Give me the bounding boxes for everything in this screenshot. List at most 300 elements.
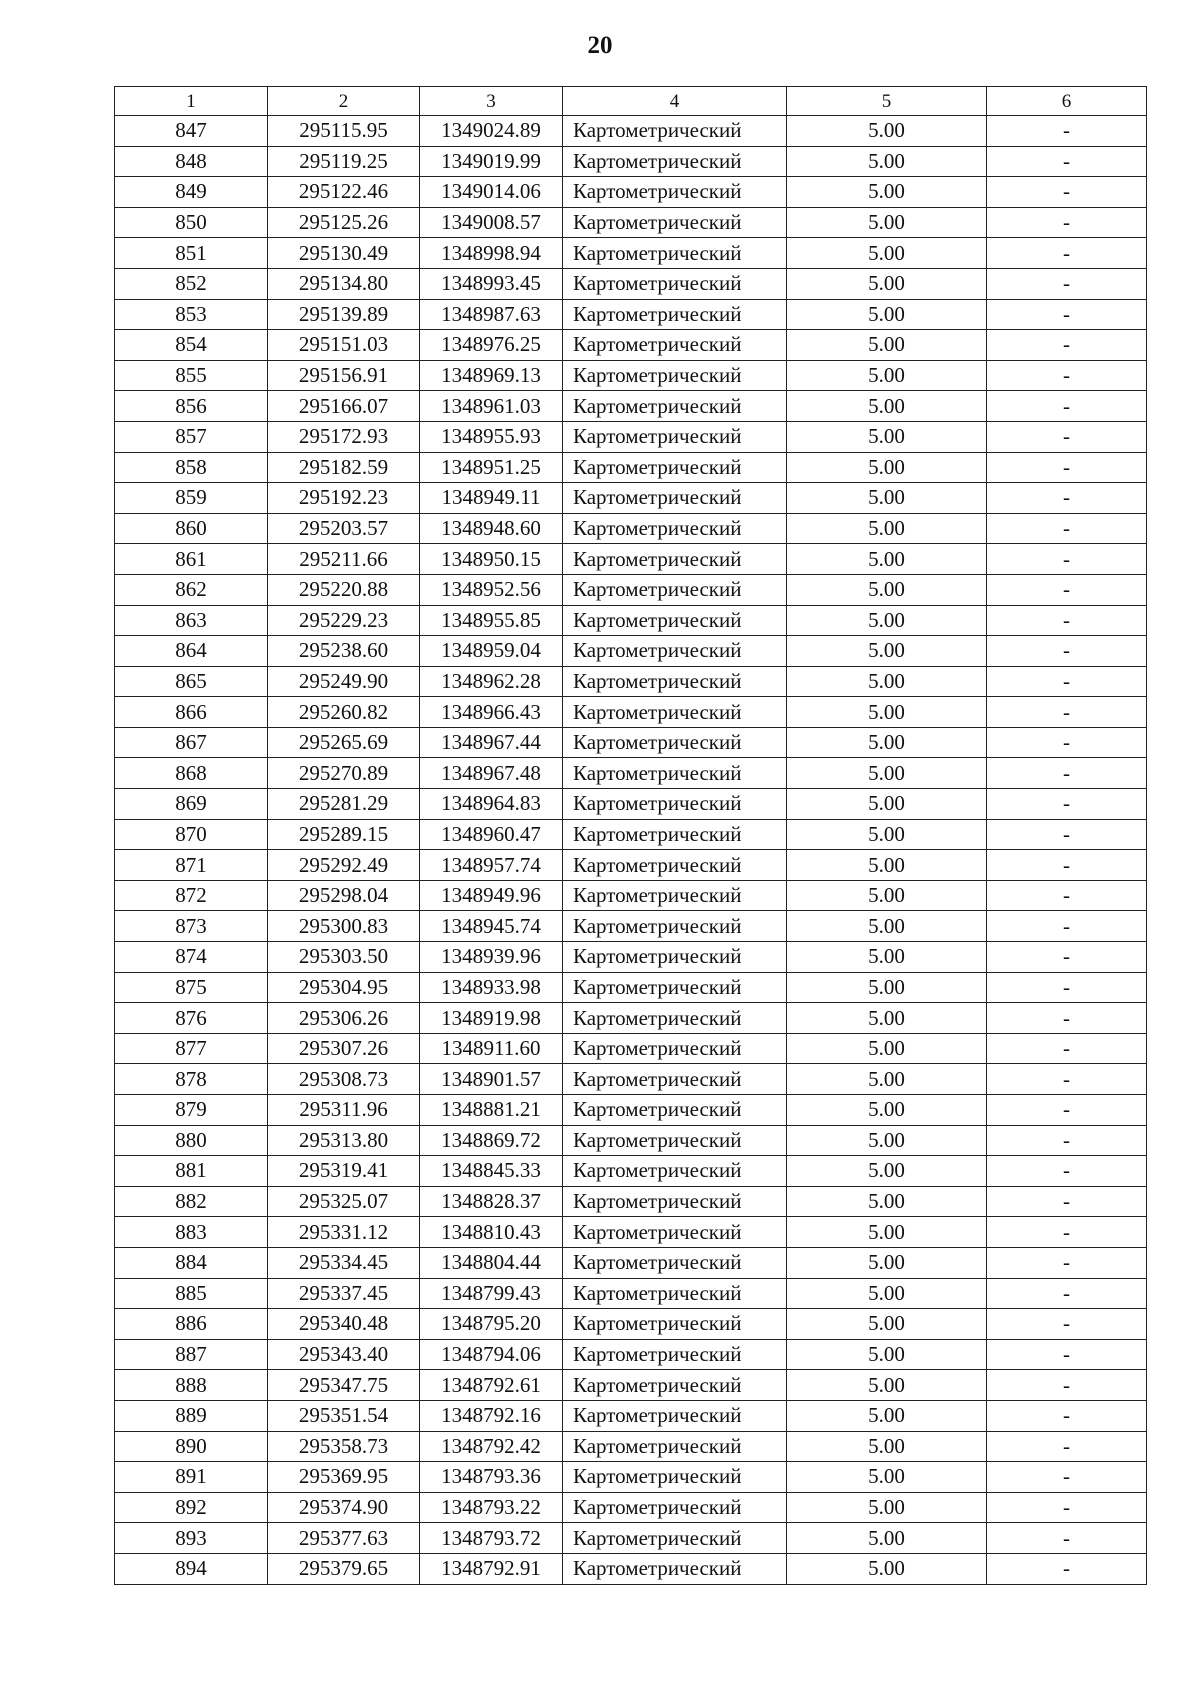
accuracy-cell: 5.00 — [787, 299, 987, 330]
point-number-cell: 861 — [115, 544, 268, 575]
note-cell: - — [987, 1156, 1147, 1187]
accuracy-cell: 5.00 — [787, 1095, 987, 1126]
method-cell: Картометрический — [563, 1339, 787, 1370]
point-number-cell: 879 — [115, 1095, 268, 1126]
x-coordinate-cell: 295249.90 — [268, 666, 420, 697]
accuracy-cell: 5.00 — [787, 1125, 987, 1156]
note-cell: - — [987, 1309, 1147, 1340]
accuracy-cell: 5.00 — [787, 942, 987, 973]
method-cell: Картометрический — [563, 544, 787, 575]
point-number-cell: 851 — [115, 238, 268, 269]
y-coordinate-cell: 1349014.06 — [420, 177, 563, 208]
y-coordinate-cell: 1348810.43 — [420, 1217, 563, 1248]
x-coordinate-cell: 295270.89 — [268, 758, 420, 789]
accuracy-cell: 5.00 — [787, 1553, 987, 1584]
method-cell: Картометрический — [563, 452, 787, 483]
note-cell: - — [987, 452, 1147, 483]
header-cell-5: 5 — [787, 87, 987, 116]
y-coordinate-cell: 1348949.96 — [420, 880, 563, 911]
note-cell: - — [987, 697, 1147, 728]
point-number-cell: 894 — [115, 1553, 268, 1584]
y-coordinate-cell: 1348948.60 — [420, 513, 563, 544]
note-cell: - — [987, 1523, 1147, 1554]
x-coordinate-cell: 295358.73 — [268, 1431, 420, 1462]
note-cell: - — [987, 1247, 1147, 1278]
accuracy-cell: 5.00 — [787, 1278, 987, 1309]
point-number-cell: 865 — [115, 666, 268, 697]
note-cell: - — [987, 819, 1147, 850]
accuracy-cell: 5.00 — [787, 1217, 987, 1248]
method-cell: Картометрический — [563, 1247, 787, 1278]
accuracy-cell: 5.00 — [787, 1370, 987, 1401]
table-row — [115, 1033, 1147, 1064]
note-cell: - — [987, 116, 1147, 147]
accuracy-cell: 5.00 — [787, 544, 987, 575]
point-number-cell: 859 — [115, 483, 268, 514]
x-coordinate-cell: 295156.91 — [268, 360, 420, 391]
x-coordinate-cell: 295325.07 — [268, 1186, 420, 1217]
point-number-cell: 881 — [115, 1156, 268, 1187]
x-coordinate-cell: 295192.23 — [268, 483, 420, 514]
method-cell: Картометрический — [563, 850, 787, 881]
y-coordinate-cell: 1348792.91 — [420, 1553, 563, 1584]
point-number-cell: 886 — [115, 1309, 268, 1340]
point-number-cell: 853 — [115, 299, 268, 330]
y-coordinate-cell: 1348952.56 — [420, 574, 563, 605]
accuracy-cell: 5.00 — [787, 207, 987, 238]
table-row — [115, 452, 1147, 483]
note-cell: - — [987, 360, 1147, 391]
accuracy-cell: 5.00 — [787, 513, 987, 544]
table-row — [115, 911, 1147, 942]
accuracy-cell: 5.00 — [787, 819, 987, 850]
table-row — [115, 1370, 1147, 1401]
method-cell: Картометрический — [563, 391, 787, 422]
y-coordinate-cell: 1348976.25 — [420, 330, 563, 361]
x-coordinate-cell: 295306.26 — [268, 1003, 420, 1034]
y-coordinate-cell: 1348911.60 — [420, 1033, 563, 1064]
note-cell: - — [987, 1278, 1147, 1309]
x-coordinate-cell: 295151.03 — [268, 330, 420, 361]
table-row — [115, 880, 1147, 911]
table-row — [115, 666, 1147, 697]
x-coordinate-cell: 295311.96 — [268, 1095, 420, 1126]
note-cell: - — [987, 1064, 1147, 1095]
y-coordinate-cell: 1348945.74 — [420, 911, 563, 942]
method-cell: Картометрический — [563, 1523, 787, 1554]
y-coordinate-cell: 1348957.74 — [420, 850, 563, 881]
note-cell: - — [987, 666, 1147, 697]
x-coordinate-cell: 295331.12 — [268, 1217, 420, 1248]
note-cell: - — [987, 972, 1147, 1003]
table-row — [115, 727, 1147, 758]
table-row — [115, 360, 1147, 391]
y-coordinate-cell: 1348955.85 — [420, 605, 563, 636]
x-coordinate-cell: 295303.50 — [268, 942, 420, 973]
y-coordinate-cell: 1348795.20 — [420, 1309, 563, 1340]
table-row — [115, 1003, 1147, 1034]
method-cell: Картометрический — [563, 1431, 787, 1462]
note-cell: - — [987, 758, 1147, 789]
point-number-cell: 867 — [115, 727, 268, 758]
table-row — [115, 574, 1147, 605]
note-cell: - — [987, 238, 1147, 269]
note-cell: - — [987, 330, 1147, 361]
point-number-cell: 874 — [115, 942, 268, 973]
point-number-cell: 882 — [115, 1186, 268, 1217]
method-cell: Картометрический — [563, 1095, 787, 1126]
note-cell: - — [987, 1400, 1147, 1431]
x-coordinate-cell: 295220.88 — [268, 574, 420, 605]
note-cell: - — [987, 268, 1147, 299]
note-cell: - — [987, 727, 1147, 758]
y-coordinate-cell: 1348967.48 — [420, 758, 563, 789]
y-coordinate-cell: 1348964.83 — [420, 789, 563, 820]
x-coordinate-cell: 295304.95 — [268, 972, 420, 1003]
x-coordinate-cell: 295347.75 — [268, 1370, 420, 1401]
header-cell-1: 1 — [115, 87, 268, 116]
table-row — [115, 1431, 1147, 1462]
accuracy-cell: 5.00 — [787, 1003, 987, 1034]
note-cell: - — [987, 544, 1147, 575]
point-number-cell: 857 — [115, 421, 268, 452]
method-cell: Картометрический — [563, 636, 787, 667]
method-cell: Картометрический — [563, 360, 787, 391]
table-row — [115, 177, 1147, 208]
accuracy-cell: 5.00 — [787, 789, 987, 820]
table-row — [115, 1339, 1147, 1370]
x-coordinate-cell: 295182.59 — [268, 452, 420, 483]
table-row — [115, 1247, 1147, 1278]
x-coordinate-cell: 295211.66 — [268, 544, 420, 575]
y-coordinate-cell: 1348993.45 — [420, 268, 563, 299]
table-row — [115, 972, 1147, 1003]
point-number-cell: 893 — [115, 1523, 268, 1554]
table-row — [115, 1125, 1147, 1156]
accuracy-cell: 5.00 — [787, 452, 987, 483]
x-coordinate-cell: 295337.45 — [268, 1278, 420, 1309]
accuracy-cell: 5.00 — [787, 1247, 987, 1278]
accuracy-cell: 5.00 — [787, 1400, 987, 1431]
table-row — [115, 544, 1147, 575]
note-cell: - — [987, 1095, 1147, 1126]
method-cell: Картометрический — [563, 146, 787, 177]
table-row — [115, 238, 1147, 269]
note-cell: - — [987, 1370, 1147, 1401]
accuracy-cell: 5.00 — [787, 1186, 987, 1217]
note-cell: - — [987, 1033, 1147, 1064]
point-number-cell: 871 — [115, 850, 268, 881]
x-coordinate-cell: 295298.04 — [268, 880, 420, 911]
point-number-cell: 873 — [115, 911, 268, 942]
method-cell: Картометрический — [563, 1217, 787, 1248]
accuracy-cell: 5.00 — [787, 268, 987, 299]
y-coordinate-cell: 1349024.89 — [420, 116, 563, 147]
point-number-cell: 884 — [115, 1247, 268, 1278]
x-coordinate-cell: 295369.95 — [268, 1462, 420, 1493]
point-number-cell: 850 — [115, 207, 268, 238]
table-row — [115, 391, 1147, 422]
point-number-cell: 888 — [115, 1370, 268, 1401]
method-cell: Картометрический — [563, 1492, 787, 1523]
note-cell: - — [987, 513, 1147, 544]
x-coordinate-cell: 295119.25 — [268, 146, 420, 177]
note-cell: - — [987, 574, 1147, 605]
note-cell: - — [987, 880, 1147, 911]
coordinates-table — [114, 86, 1147, 1585]
method-cell: Картометрический — [563, 1125, 787, 1156]
x-coordinate-cell: 295343.40 — [268, 1339, 420, 1370]
accuracy-cell: 5.00 — [787, 1523, 987, 1554]
y-coordinate-cell: 1348792.61 — [420, 1370, 563, 1401]
method-cell: Картометрический — [563, 911, 787, 942]
method-cell: Картометрический — [563, 789, 787, 820]
table-row — [115, 850, 1147, 881]
y-coordinate-cell: 1348792.42 — [420, 1431, 563, 1462]
x-coordinate-cell: 295265.69 — [268, 727, 420, 758]
table-row — [115, 146, 1147, 177]
point-number-cell: 854 — [115, 330, 268, 361]
method-cell: Картометрический — [563, 605, 787, 636]
x-coordinate-cell: 295334.45 — [268, 1247, 420, 1278]
x-coordinate-cell: 295122.46 — [268, 177, 420, 208]
table-row — [115, 1278, 1147, 1309]
accuracy-cell: 5.00 — [787, 238, 987, 269]
method-cell: Картометрический — [563, 758, 787, 789]
x-coordinate-cell: 295379.65 — [268, 1553, 420, 1584]
note-cell: - — [987, 1339, 1147, 1370]
accuracy-cell: 5.00 — [787, 421, 987, 452]
accuracy-cell: 5.00 — [787, 1033, 987, 1064]
note-cell: - — [987, 421, 1147, 452]
accuracy-cell: 5.00 — [787, 1156, 987, 1187]
method-cell: Картометрический — [563, 483, 787, 514]
point-number-cell: 852 — [115, 268, 268, 299]
point-number-cell: 876 — [115, 1003, 268, 1034]
y-coordinate-cell: 1348828.37 — [420, 1186, 563, 1217]
note-cell: - — [987, 1492, 1147, 1523]
method-cell: Картометрический — [563, 942, 787, 973]
accuracy-cell: 5.00 — [787, 850, 987, 881]
x-coordinate-cell: 295377.63 — [268, 1523, 420, 1554]
method-cell: Картометрический — [563, 666, 787, 697]
note-cell: - — [987, 299, 1147, 330]
y-coordinate-cell: 1348967.44 — [420, 727, 563, 758]
accuracy-cell: 5.00 — [787, 727, 987, 758]
table-row — [115, 1217, 1147, 1248]
x-coordinate-cell: 295281.29 — [268, 789, 420, 820]
y-coordinate-cell: 1348949.11 — [420, 483, 563, 514]
y-coordinate-cell: 1348962.28 — [420, 666, 563, 697]
table-row — [115, 1400, 1147, 1431]
y-coordinate-cell: 1348793.22 — [420, 1492, 563, 1523]
y-coordinate-cell: 1349019.99 — [420, 146, 563, 177]
y-coordinate-cell: 1348901.57 — [420, 1064, 563, 1095]
accuracy-cell: 5.00 — [787, 972, 987, 1003]
x-coordinate-cell: 295340.48 — [268, 1309, 420, 1340]
method-cell: Картометрический — [563, 207, 787, 238]
point-number-cell: 864 — [115, 636, 268, 667]
x-coordinate-cell: 295134.80 — [268, 268, 420, 299]
accuracy-cell: 5.00 — [787, 391, 987, 422]
method-cell: Картометрический — [563, 574, 787, 605]
point-number-cell: 885 — [115, 1278, 268, 1309]
header-cell-6: 6 — [987, 87, 1147, 116]
accuracy-cell: 5.00 — [787, 1431, 987, 1462]
note-cell: - — [987, 391, 1147, 422]
method-cell: Картометрический — [563, 330, 787, 361]
table-row — [115, 636, 1147, 667]
point-number-cell: 863 — [115, 605, 268, 636]
table-row — [115, 1523, 1147, 1554]
table-row — [115, 513, 1147, 544]
point-number-cell: 877 — [115, 1033, 268, 1064]
note-cell: - — [987, 1125, 1147, 1156]
point-number-cell: 868 — [115, 758, 268, 789]
point-number-cell: 875 — [115, 972, 268, 1003]
x-coordinate-cell: 295351.54 — [268, 1400, 420, 1431]
note-cell: - — [987, 1462, 1147, 1493]
method-cell: Картометрический — [563, 1156, 787, 1187]
accuracy-cell: 5.00 — [787, 146, 987, 177]
y-coordinate-cell: 1348960.47 — [420, 819, 563, 850]
accuracy-cell: 5.00 — [787, 1064, 987, 1095]
point-number-cell: 891 — [115, 1462, 268, 1493]
accuracy-cell: 5.00 — [787, 1309, 987, 1340]
method-cell: Картометрический — [563, 116, 787, 147]
table-row — [115, 421, 1147, 452]
point-number-cell: 889 — [115, 1400, 268, 1431]
table-row — [115, 789, 1147, 820]
method-cell: Картометрический — [563, 177, 787, 208]
method-cell: Картометрический — [563, 819, 787, 850]
y-coordinate-cell: 1348793.72 — [420, 1523, 563, 1554]
note-cell: - — [987, 789, 1147, 820]
table-row — [115, 1186, 1147, 1217]
accuracy-cell: 5.00 — [787, 666, 987, 697]
table-row — [115, 697, 1147, 728]
table-row — [115, 605, 1147, 636]
method-cell: Картометрический — [563, 513, 787, 544]
x-coordinate-cell: 295139.89 — [268, 299, 420, 330]
accuracy-cell: 5.00 — [787, 1462, 987, 1493]
method-cell: Картометрический — [563, 1003, 787, 1034]
accuracy-cell: 5.00 — [787, 574, 987, 605]
point-number-cell: 887 — [115, 1339, 268, 1370]
method-cell: Картометрический — [563, 268, 787, 299]
y-coordinate-cell: 1348799.43 — [420, 1278, 563, 1309]
accuracy-cell: 5.00 — [787, 177, 987, 208]
y-coordinate-cell: 1348966.43 — [420, 697, 563, 728]
method-cell: Картометрический — [563, 880, 787, 911]
accuracy-cell: 5.00 — [787, 636, 987, 667]
y-coordinate-cell: 1348794.06 — [420, 1339, 563, 1370]
point-number-cell: 858 — [115, 452, 268, 483]
note-cell: - — [987, 146, 1147, 177]
x-coordinate-cell: 295319.41 — [268, 1156, 420, 1187]
y-coordinate-cell: 1348969.13 — [420, 360, 563, 391]
note-cell: - — [987, 177, 1147, 208]
y-coordinate-cell: 1348845.33 — [420, 1156, 563, 1187]
y-coordinate-cell: 1348793.36 — [420, 1462, 563, 1493]
y-coordinate-cell: 1348939.96 — [420, 942, 563, 973]
table-row — [115, 483, 1147, 514]
note-cell: - — [987, 636, 1147, 667]
x-coordinate-cell: 295289.15 — [268, 819, 420, 850]
point-number-cell: 848 — [115, 146, 268, 177]
table-row — [115, 1553, 1147, 1584]
point-number-cell: 869 — [115, 789, 268, 820]
point-number-cell: 847 — [115, 116, 268, 147]
table-row — [115, 1309, 1147, 1340]
accuracy-cell: 5.00 — [787, 1492, 987, 1523]
y-coordinate-cell: 1348869.72 — [420, 1125, 563, 1156]
point-number-cell: 855 — [115, 360, 268, 391]
accuracy-cell: 5.00 — [787, 758, 987, 789]
y-coordinate-cell: 1348959.04 — [420, 636, 563, 667]
method-cell: Картометрический — [563, 421, 787, 452]
method-cell: Картометрический — [563, 1309, 787, 1340]
x-coordinate-cell: 295308.73 — [268, 1064, 420, 1095]
point-number-cell: 866 — [115, 697, 268, 728]
y-coordinate-cell: 1348933.98 — [420, 972, 563, 1003]
note-cell: - — [987, 605, 1147, 636]
table-header-row — [115, 87, 1147, 116]
method-cell: Картометрический — [563, 1186, 787, 1217]
note-cell: - — [987, 911, 1147, 942]
table-row — [115, 207, 1147, 238]
y-coordinate-cell: 1348961.03 — [420, 391, 563, 422]
accuracy-cell: 5.00 — [787, 880, 987, 911]
method-cell: Картометрический — [563, 299, 787, 330]
y-coordinate-cell: 1348804.44 — [420, 1247, 563, 1278]
note-cell: - — [987, 1003, 1147, 1034]
note-cell: - — [987, 1553, 1147, 1584]
note-cell: - — [987, 1431, 1147, 1462]
accuracy-cell: 5.00 — [787, 330, 987, 361]
point-number-cell: 870 — [115, 819, 268, 850]
page-number: 20 — [587, 32, 613, 59]
table-row — [115, 1095, 1147, 1126]
point-number-cell: 892 — [115, 1492, 268, 1523]
y-coordinate-cell: 1348987.63 — [420, 299, 563, 330]
header-cell-2: 2 — [268, 87, 420, 116]
method-cell: Картометрический — [563, 697, 787, 728]
y-coordinate-cell: 1348919.98 — [420, 1003, 563, 1034]
point-number-cell: 849 — [115, 177, 268, 208]
table-row — [115, 1492, 1147, 1523]
table-row — [115, 1156, 1147, 1187]
method-cell: Картометрический — [563, 972, 787, 1003]
note-cell: - — [987, 1217, 1147, 1248]
method-cell: Картометрический — [563, 1278, 787, 1309]
method-cell: Картометрический — [563, 727, 787, 758]
table-row — [115, 299, 1147, 330]
point-number-cell: 872 — [115, 880, 268, 911]
accuracy-cell: 5.00 — [787, 697, 987, 728]
method-cell: Картометрический — [563, 1400, 787, 1431]
note-cell: - — [987, 207, 1147, 238]
y-coordinate-cell: 1348950.15 — [420, 544, 563, 575]
note-cell: - — [987, 1186, 1147, 1217]
y-coordinate-cell: 1349008.57 — [420, 207, 563, 238]
table-row — [115, 268, 1147, 299]
y-coordinate-cell: 1348998.94 — [420, 238, 563, 269]
y-coordinate-cell: 1348951.25 — [420, 452, 563, 483]
x-coordinate-cell: 295300.83 — [268, 911, 420, 942]
accuracy-cell: 5.00 — [787, 116, 987, 147]
table-row — [115, 758, 1147, 789]
